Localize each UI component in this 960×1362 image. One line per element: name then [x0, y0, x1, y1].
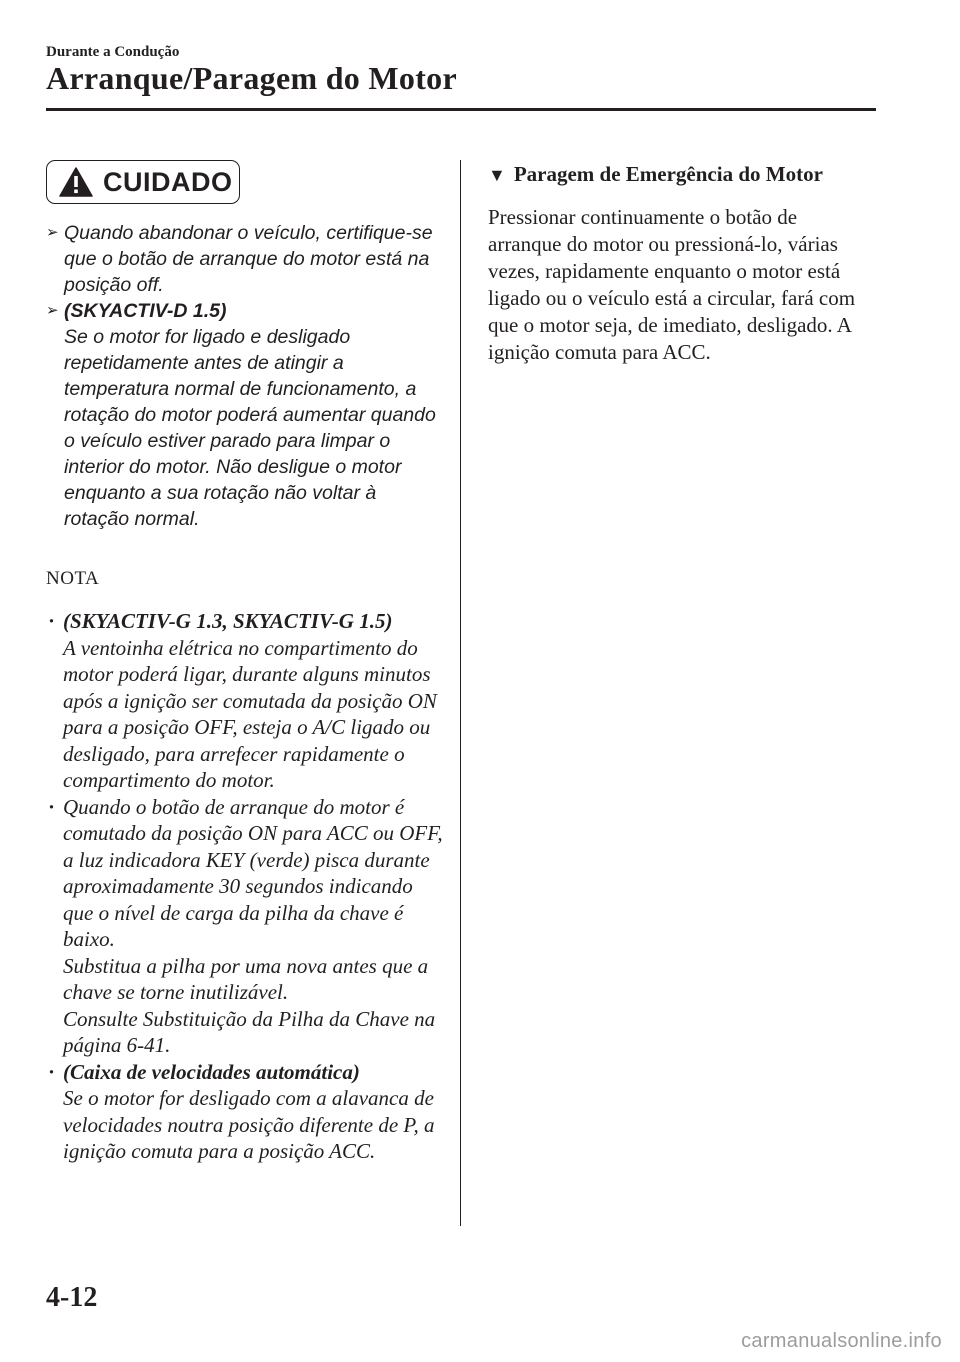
watermark: carmanualsonline.info: [741, 1330, 942, 1352]
header-rule: [46, 108, 876, 111]
emergency-heading-text: Paragem de Emergência do Motor: [513, 162, 823, 186]
page-title: Arranque/Paragem do Motor: [46, 60, 457, 96]
emergency-body: Pressionar continuamente o botão de arranque do motor ou pressioná-lo, várias vezes, rapidamente enquanto o motor está ligado ou o veículo está a circular, fará com que o motor seja, de imediato, desligado. A ignição comuta para ACC.: [488, 205, 856, 364]
note-list: [46, 608, 446, 1165]
bullet-icon: ·: [48, 609, 56, 633]
emergency-heading: [488, 162, 823, 187]
note-tag: (SKYACTIV-G 1.3, SKYACTIV-G 1.5): [63, 609, 393, 633]
arrowhead-icon: ➢: [46, 302, 59, 319]
note-text: Quando o botão de arranque do motor é comutado da posição ON para ACC ou OFF, a luz indicadora KEY (verde) pisca durante aproximadamente 30 segundos indicando que o nível de carga da pilha da chave é baixo.: [63, 794, 443, 951]
arrowhead-icon: ➢: [46, 224, 59, 241]
note-text: A ventoinha elétrica no compartimento do motor poderá ligar, durante alguns minutos após a ignição ser comutada da posição ON para a posição OFF, esteja o A/C ligado ou desligado, para arrefecer rapidamente o compartimento do motor.: [63, 635, 437, 792]
bullet-icon: ·: [48, 794, 56, 819]
note-text: Substitua a pilha por uma nova antes que a chave se torne inutilizável.: [63, 953, 429, 1004]
note-tag: (Caixa de velocidades automática): [63, 1059, 360, 1084]
section-label: Durante a Condução: [46, 44, 180, 60]
caution-text: Quando abandonar o veículo, certifique-se que o botão de arranque do motor está na posição off.: [64, 222, 433, 296]
column-divider: [460, 160, 461, 1226]
caution-item: [46, 220, 446, 298]
note-text: Consulte Substituição da Pilha da Chave na página 6-41.: [63, 1006, 436, 1057]
note-item: [46, 608, 446, 794]
caution-text: Se o motor for ligado e desligado repetidamente antes de atingir a temperatura normal de funcionamento, a rotação do motor poderá aumentar quando o veículo estiver parado para limpar o interior do motor. Não desligue o motor enquanto a sua rotação não voltar à rotação normal.: [64, 326, 436, 530]
note-item: [46, 1059, 446, 1165]
page-number: 4-12: [46, 1282, 98, 1313]
caution-item: [46, 298, 446, 532]
caution-tag: (SKYACTIV-D 1.5): [64, 300, 227, 322]
note-item: [46, 794, 446, 1059]
warning-triangle-icon: [59, 167, 93, 197]
note-label: NOTA: [46, 568, 100, 589]
caution-box: [46, 160, 240, 204]
caution-label: CUIDADO: [103, 166, 233, 197]
note-text: Se o motor for desligado com a alavanca de velocidades noutra posição diferente de P, a ignição comuta para a posição ACC.: [63, 1086, 435, 1163]
down-triangle-icon: ▼: [488, 165, 506, 185]
caution-list: [46, 220, 446, 532]
bullet-icon: ·: [48, 1059, 56, 1084]
